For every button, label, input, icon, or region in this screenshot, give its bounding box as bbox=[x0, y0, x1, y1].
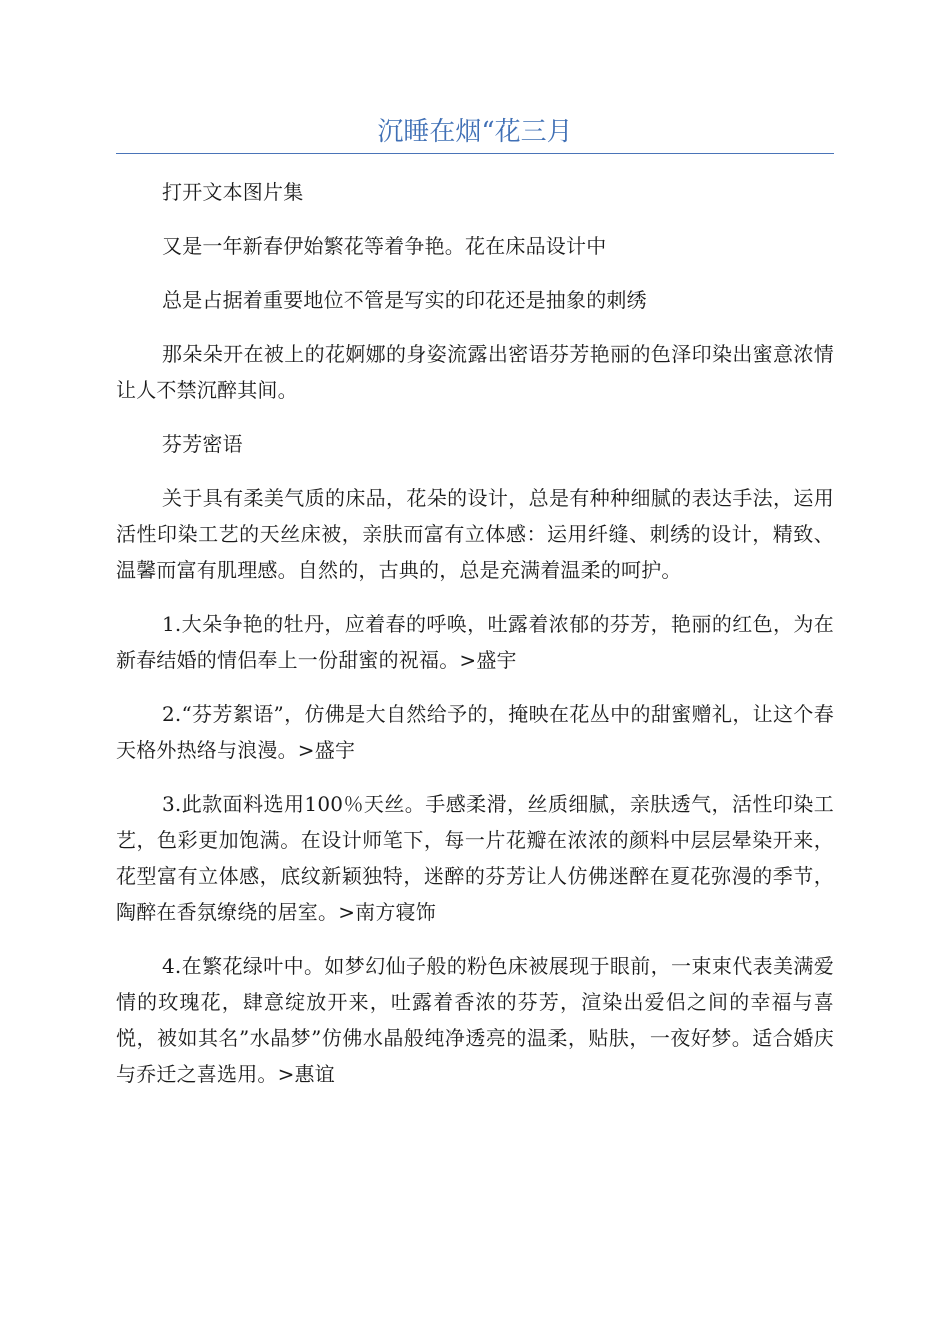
list-item: 2.“芬芳絮语”，仿佛是大自然给予的，掩映在花丛中的甜蜜赠礼，让这个春天格外热络与浪漫。>盛宇 bbox=[116, 702, 834, 762]
paragraph: 总是占据着重要地位不管是写实的印花还是抽象的刺绣 bbox=[162, 288, 647, 312]
paragraph: 关于具有柔美气质的床品，花朵的设计，总是有种种细腻的表达手法，运用活性印染工艺的天丝床被，亲肤而富有立体感：运用纤缝、刺绣的设计，精致、温馨而富有肌理感。自然的，古典的，总是充满着温柔的呵护。 bbox=[116, 486, 834, 582]
document-body bbox=[116, 174, 834, 1110]
list-item: 3.此款面料选用100％天丝。手感柔滑，丝质细腻，亲肤透气，活性印染工艺，色彩更加饱满。在设计师笔下，每一片花瓣在浓浓的颜料中层层晕染开来，花型富有立体感，底纹新颖独特，迷醉的芬芳让人仿佛迷醉在夏花弥漫的季节，陶醉在香氛缭绕的居室。>南方寝饰 bbox=[116, 792, 834, 924]
paragraph: 那朵朵开在被上的花婀娜的身姿流露出密语芬芳艳丽的色泽印染出蜜意浓情让人不禁沉醉其间。 bbox=[116, 342, 834, 402]
title-underline bbox=[116, 153, 834, 154]
document-title: 沉睡在烟“花三月 bbox=[377, 117, 573, 147]
section-heading: 芬芳密语 bbox=[162, 432, 243, 456]
list-item: 1.大朵争艳的牡丹，应着春的呼唤，吐露着浓郁的芬芳，艳丽的红色，为在新春结婚的情侣奉上一份甜蜜的祝福。>盛宇 bbox=[116, 612, 834, 672]
list-item: 4.在繁花绿叶中。如梦幻仙子般的粉色床被展现于眼前，一束束代表美满爱情的玫瑰花，肆意绽放开来，吐露着香浓的芬芳，渲染出爱侣之间的幸福与喜悦，被如其名”水晶梦”仿佛水晶般纯净透亮的温柔，贴肤，一夜好梦。适合婚庆与乔迁之喜选用。>惠谊 bbox=[116, 954, 834, 1086]
paragraph-image-gallery-link[interactable]: 打开文本图片集 bbox=[162, 180, 304, 204]
paragraph: 又是一年新春伊始繁花等着争艳。花在床品设计中 bbox=[162, 234, 607, 258]
